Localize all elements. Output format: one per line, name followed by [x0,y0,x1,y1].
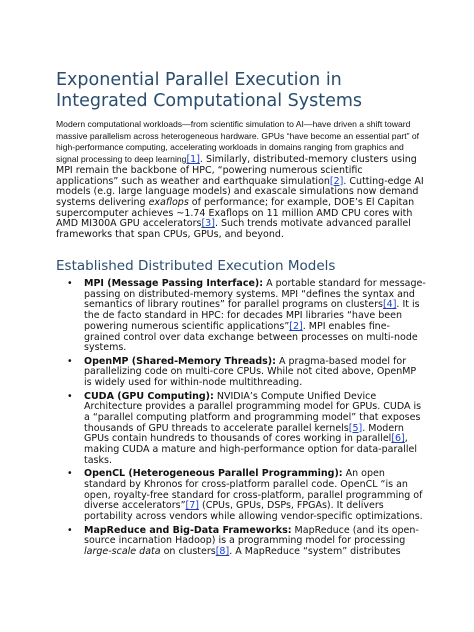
citation-link[interactable]: [8] [215,546,230,558]
citation-link[interactable]: [1] [186,154,200,166]
bullet-icon: • [67,355,73,367]
bullet-text: . It is the de facto standard in HPC: for decades MPI libraries “have been powering numerous scientific applications” [84,299,420,332]
bullet-text: , making CUDA a mature and high-performance option for data-parallel tasks. [84,433,417,466]
intro-text: . Similarly, distributed-memory clusters using MPI remain the backbone of HPC, “powering numerous scientific applications” such as weather and earthquake simulation [56,154,417,187]
bullet-term: OpenCL (Heterogeneous Parallel Programming): [84,468,343,480]
citation-link[interactable]: [3] [201,218,215,230]
intro-text: . Cutting-edge AI models (e.g. large language models) and exascale simulations now demand systems delivering [56,175,424,208]
bullet-text: . MPI enables fine-grained control over data exchange between processes on multi-node systems. [84,320,418,354]
bullet-term: MapReduce and Big-Data Frameworks: [84,524,292,536]
section-heading: Established Distributed Execution Models [56,258,336,274]
bullet-text: A portable standard for message-passing on distributed-memory systems. MPI “defines the syntax and semantics of library routines” for parallel programs on clusters [84,278,426,311]
document-title: Exponential Parallel Execution in Integrated Computational Systems [56,70,363,111]
bullet-text: . A MapReduce “system” distributes [229,546,401,558]
citation-link[interactable]: [2] [289,320,303,332]
citation-link[interactable]: [5] [348,422,363,434]
bullet-text: NVIDIA’s Compute Unified Device Architecture provides a parallel programming model for GPUs. CUDA is a “parallel computing platform and programming model” that exposes thousands of GPU threads to accelerate parallel kernels [84,390,422,434]
bullet-term: MPI (Message Passing Interface): [84,278,264,289]
citation-link[interactable]: [7] [185,500,199,512]
intro-text: Modern computational workloads—from scientific simulation to AI—have driven a shift toward massive parallelism across heterogeneous hardware. GPUs “have become an essential part” of high-performance computing, accelerating workloads in domains ranging from graphics and signal processing to deep learning [56,119,420,165]
bullet-icon: • [67,390,73,402]
intro-text: . Such trends motivate advanced parallel frameworks that span CPUs, GPUs, and beyond. [56,218,411,241]
bullet-text: on clusters [160,546,216,558]
bullet-text: A pragma-based model for parallelizing code on multi-core CPUs. While not cited above, OpenMP is widely used for within-node multithreading. [84,355,417,389]
bullet-text: (CPUs, GPUs, DSPs, FPGAs). It delivers portability across vendors while allowing vendor-specific optimizations. [84,500,423,523]
citation-link[interactable]: [6] [391,433,405,445]
bullet-emphasis: large-scale data [84,546,161,558]
bullet-text: MapReduce (and its open-source incarnation Hadoop) is a programming model for processing [84,524,419,547]
intro-paragraph [56,119,424,241]
list-item [56,526,426,558]
list-item [56,469,426,523]
bullet-term: OpenMP (Shared-Memory Threads): [84,355,276,367]
intro-emphasis: exaflops [148,196,189,208]
bullet-icon: • [67,524,73,536]
bullet-text: An open standard by Khronos for cross-platform parallel code. OpenCL “is an open, royalty-free standard for cross-platform, parallel programming of diverse accelerators” [84,468,423,512]
citation-link[interactable]: [4] [382,299,397,311]
bullet-list [56,279,426,561]
list-item [56,279,426,354]
bullet-text: . Modern GPUs contain hundreds to thousands of cores working in parallel [84,422,404,445]
bullet-term: CUDA (GPU Computing): [84,390,214,402]
intro-text: of performance; for example, DOE’s El Capitan supercomputer achieves ~1.74 Exaflops on 11 million AMD CPU cores with AMD MI300A GPU accelerators [56,196,415,230]
bullet-icon: • [67,278,73,289]
bullet-icon: • [67,468,73,480]
citation-link[interactable]: [2] [329,175,344,187]
list-item [56,357,426,389]
list-item [56,392,426,467]
